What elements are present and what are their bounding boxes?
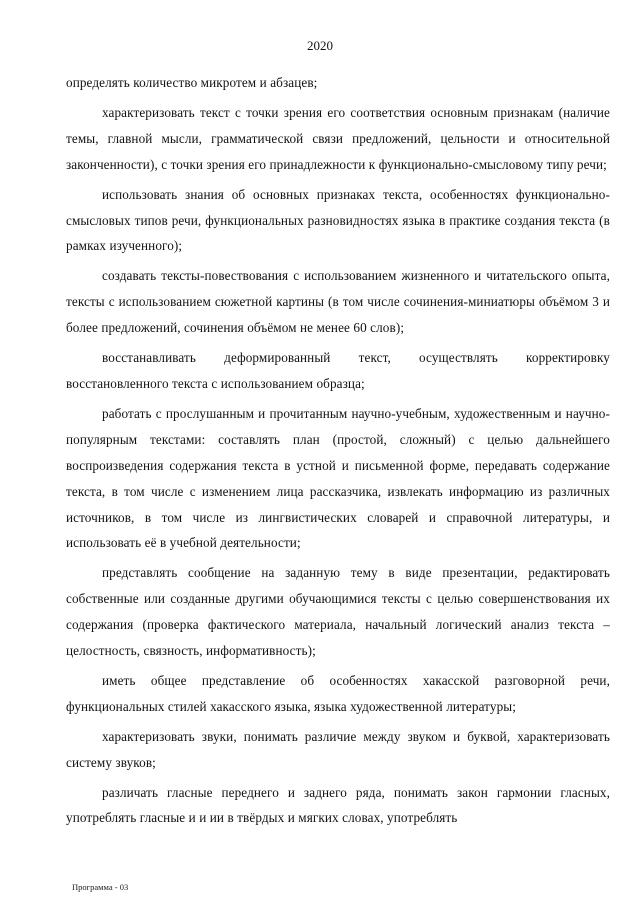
paragraph: восстанавливать деформированный текст, осуществлять корректировку восстановленного текста с использованием образца;: [66, 350, 610, 391]
paragraph: различать гласные переднего и заднего ряда, понимать закон гармонии гласных, употреблять гласные и и ии в твёрдых и мягких словах, употреблять: [66, 784, 610, 826]
paragraph: работать с прослушанным и прочитанным научно-учебным, художественным и научно-популярным текстами: составлять план (простой, сложный) с целью дальнейшего воспроизведения содержания текста в устной и письменной форме, передавать содержание текста, в том числе с изменением лица рассказчика, извлекать информацию из различных источников, в том числе из лингвистических словарей и справочной литературы, и использовать её в учебной деятельности;: [66, 405, 610, 551]
paragraph: представлять сообщение на заданную тему в виде презентации, редактировать собственные или созданные другими обучающимися тексты с целью совершенствования их содержания (проверка фактического материала, начальный логический анализ текста – целостность, связность, информативность);: [66, 565, 610, 659]
paragraph: характеризовать текст с точки зрения его соответствия основным признакам (наличие темы, главной мысли, грамматической связи предложений, цельности и относительной законченности), с точки зрения его принадлежности к функционально-смысловому типу речи;: [66, 104, 610, 172]
paragraph: использовать знания об основных признаках текста, особенностях функционально-смысловых типов речи, функциональных разновидностях языка в практике создания текста (в рамках изученного);: [66, 186, 610, 254]
page-footer: Программа - 03: [72, 882, 129, 892]
paragraph: характеризовать звуки, понимать различие между звуком и буквой, характеризовать систему звуков;: [66, 728, 610, 770]
document-body: [66, 70, 610, 835]
paragraph: создавать тексты-повествования с использованием жизненного и читательского опыта, тексты с использованием сюжетной картины (в том числе сочинения-миниатюры объёмом 3 и более предложений, сочинения объёмом не менее 60 слов);: [66, 268, 610, 336]
page-number: 2020: [307, 38, 333, 53]
paragraph: определять количество микротем и абзацев;: [66, 75, 318, 90]
paragraph: иметь общее представление об особенностях хакасской разговорной речи, функциональных стилей хакасского языка, языка художественной литературы;: [66, 672, 610, 714]
